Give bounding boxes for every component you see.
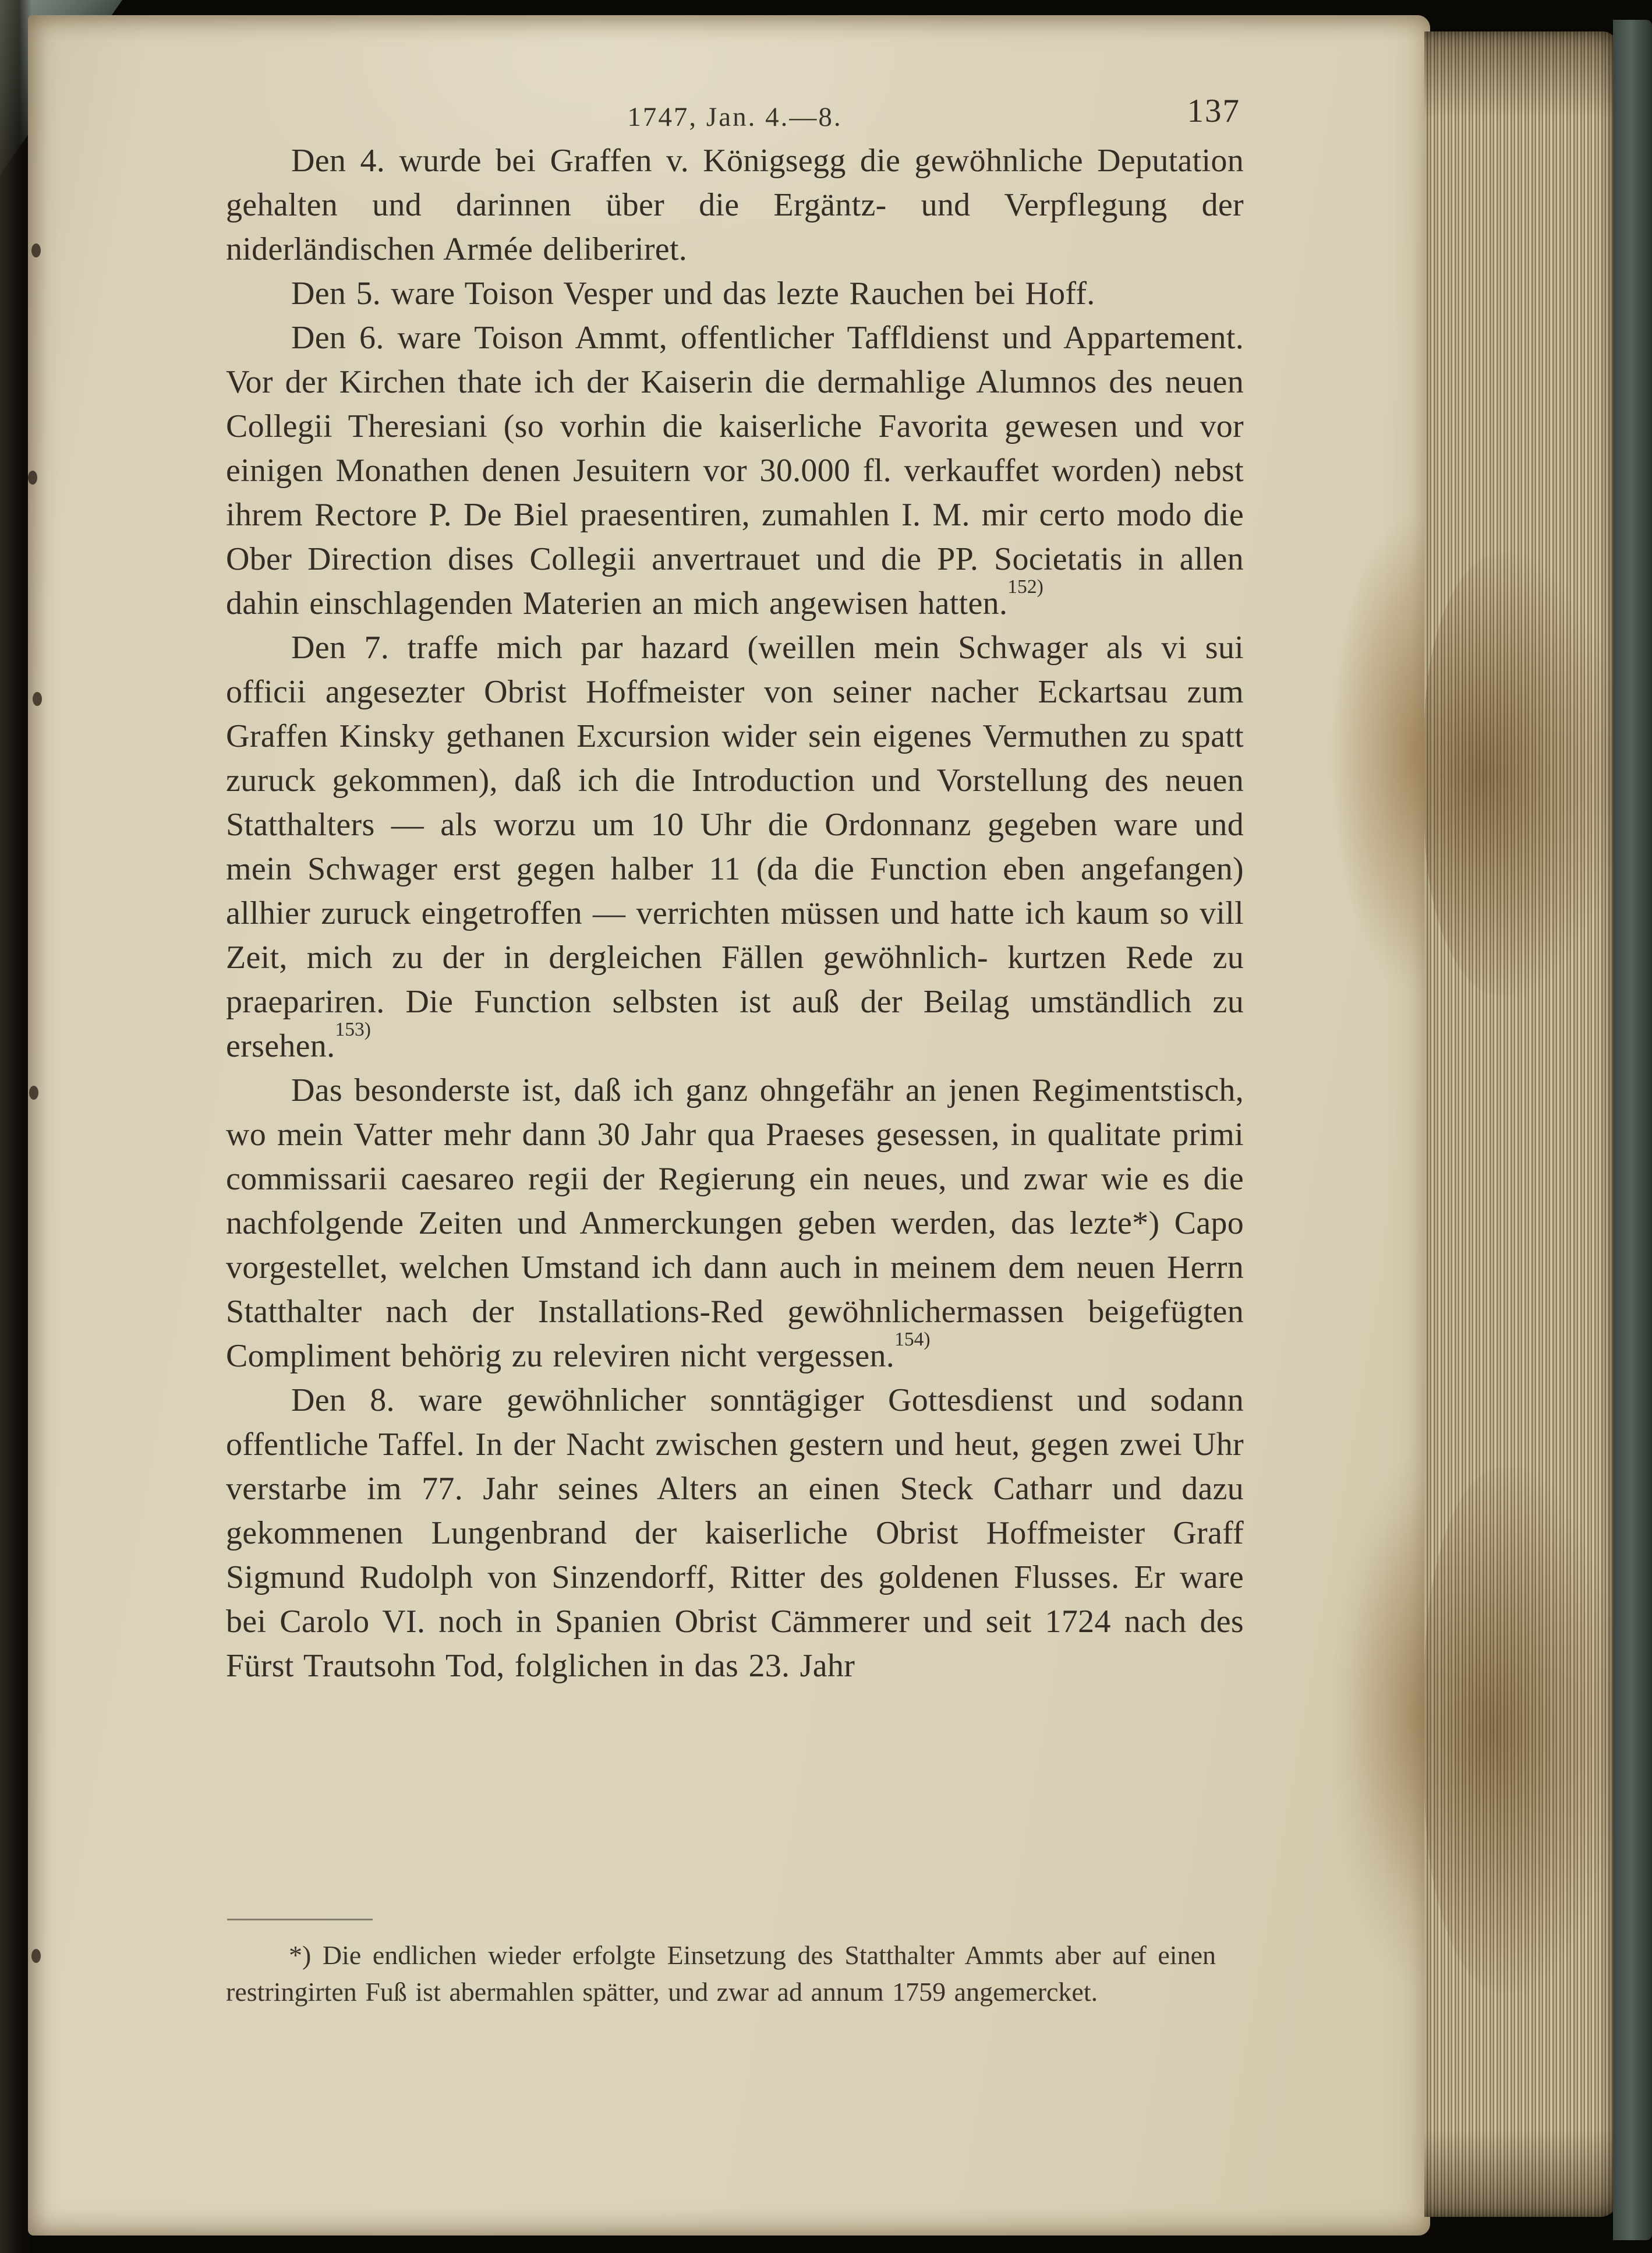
paragraph-text: Den 5. ware Toison Vesper und das lezte Rauchen bei Hoff. [291, 276, 1095, 312]
paragraph-text: Das besonderste ist, daß ich ganz ohngefähr an jenen Regimentstisch, wo mein Vatter mehr dann 30 Jahr qua Praeses gesessen, in qualitate primi commissarii caesareo regii der Regierung ein neues, und zwar wie es die nachfolgende Zeiten und Anmerckungen geben werden, das lezte*) Capo vorgestellet, welchen Umstand ich dann auch in meinem dem neuen Herrn Statthalter nach der Installations-Red gewöhnlichermassen beigefügten Compliment behörig zu releviren nicht vergessen. [226, 1072, 1244, 1374]
paper-stain [1335, 516, 1434, 994]
page-body [226, 139, 1244, 1688]
page-edges [1424, 31, 1618, 2217]
spine-shadow [0, 0, 32, 2253]
page-header [226, 92, 1244, 139]
binding-mark [31, 243, 41, 257]
binding-mark [28, 471, 37, 485]
binding-mark [29, 1086, 38, 1100]
footnote-ref: 152) [1007, 576, 1043, 598]
paragraph-text: Den 4. wurde bei Graffen v. Königsegg die gewöhnliche Deputation gehalten und darinnen über die Ergäntz- und Verpflegung der niderländischen Armée deliberiret. [226, 143, 1244, 267]
book-page [28, 15, 1430, 2236]
paper-stain [1328, 1460, 1432, 1984]
binding-mark [31, 1949, 41, 1963]
paragraph-text: Den 6. ware Toison Ammt, offentlicher Taffldienst und Appartement. Vor der Kirchen thate ich der Kaiserin die dermahlige Alumnos des neuen Collegii Theresiani (so vorhin die kaiserliche Favorita gewesen und vor einigen Monathen denen Jesuitern vor 30.000 fl. verkauffet worden) nebst ihrem Rectore P. De Biel praesentiren, zumahlen I. M. mir certo modo die Ober Direction dises Collegii anvertrauet und die PP. Societatis in allen dahin einschlagenden Materien an mich angewisen hatten. [226, 320, 1244, 621]
page-number: 137 [1187, 93, 1240, 129]
paragraph [226, 271, 1244, 316]
footnote-marker: *) [289, 1940, 312, 1970]
binding-mark [33, 692, 42, 706]
footnote-text [226, 1937, 1216, 2010]
running-head: 1747, Jan. 4.—8. [627, 102, 843, 132]
paragraph [226, 626, 1244, 1068]
footnote-separator [227, 1919, 373, 1920]
footnote-block [226, 1919, 1216, 2010]
book-cover [1613, 20, 1652, 2240]
footnote-ref: 153) [335, 1019, 371, 1041]
paragraph [226, 1068, 1244, 1378]
paragraph-text: Den 8. ware gewöhnlicher sonntägiger Gottesdienst und sodann offentliche Taffel. In der Nacht zwischen gestern und heut, gegen zwei Uhr verstarbe im 77. Jahr seines Alters an einen Steck Catharr und dazu gekommenen Lungenbrand der kaiserliche Obrist Hoffmeister Graff Sigmund Rudolph von Sinzendorff, Ritter des goldenen Flusses. Er ware bei Carolo VI. noch in Spanien Obrist Cämmerer und seit 1724 nach des Fürst Trautsohn Tod, folglichen in das 23. Jahr [226, 1382, 1244, 1684]
paragraph-text: Den 7. traffe mich par hazard (weillen mein Schwager als vi sui officii angesezter Obrist Hoffmeister von seiner nacher Eckartsau zum Graffen Kinsky gethanen Excursion wider sein eigenes Vermuthen zu spatt zuruck gekommen), daß ich die Introduction und Vorstellung des neuen Statthalters — als worzu um 10 Uhr die Ordonnanz gegeben ware und mein Schwager erst gegen halber 11 (da die Function eben angefangen) allhier zuruck eingetroffen — verrichten müssen und hatte ich kaum so vill Zeit, mich zu der in dergleichen Fällen gewöhnlich- kurtzen Rede zu praepariren. Die Function selbsten ist auß der Beilag umständlich zu ersehen. [226, 630, 1244, 1064]
paragraph [226, 139, 1244, 271]
paragraph [226, 316, 1244, 626]
footnote-ref: 154) [894, 1329, 931, 1351]
paragraph [226, 1378, 1244, 1688]
footnote-body: Die endlichen wieder erfolgte Einsetzung des Statthalter Ammts aber auf einen restringirten Fuß ist abermahlen spätter, und zwar ad annum 1759 angemercket. [226, 1940, 1216, 2007]
